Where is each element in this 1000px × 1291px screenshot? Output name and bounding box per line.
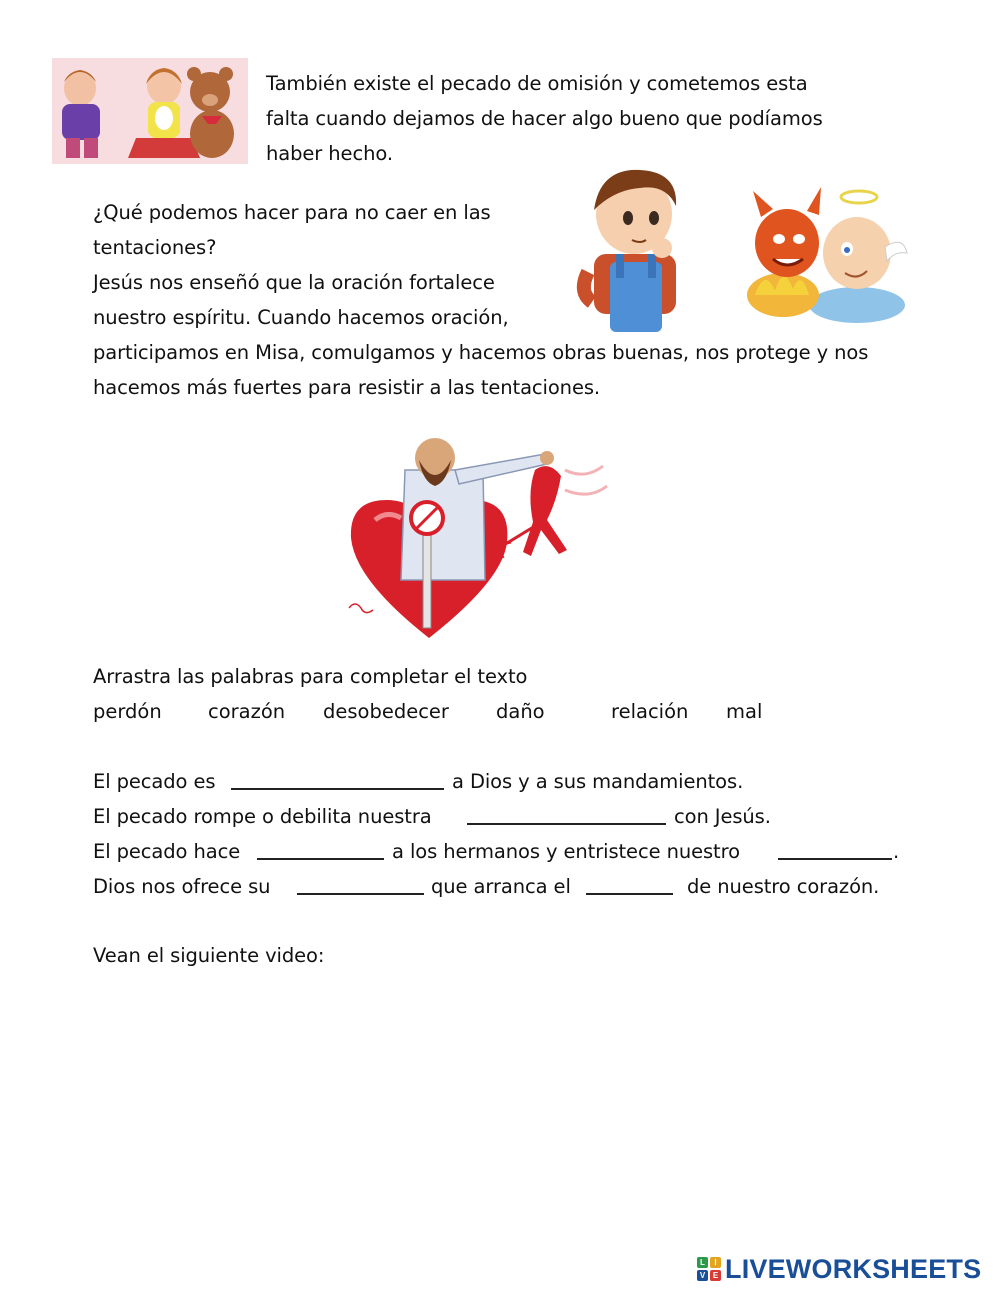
blank-1[interactable] (231, 788, 444, 790)
omission-line-2: falta cuando dejamos de hacer algo bueno que podíamos (266, 107, 823, 130)
temptation-line-6: hacemos más fuertes para resistir a las tentaciones. (93, 376, 600, 399)
liveworksheets-logo-icon (697, 1257, 721, 1281)
sentence-1-end: a Dios y a sus mandamientos. (452, 770, 744, 793)
blank-2[interactable] (467, 823, 666, 825)
children-teddy-bear-image (52, 58, 248, 164)
sentence-4-start: Dios nos ofrece su (93, 875, 271, 898)
sentence-3-middle: a los hermanos y entristece nuestro (392, 840, 740, 863)
sentence-3-start: El pecado hace (93, 840, 241, 863)
word-bank-perdon[interactable]: perdón (93, 700, 162, 723)
omission-line-1: También existe el pecado de omisión y cometemos esta (266, 72, 808, 95)
word-bank-mal[interactable]: mal (726, 700, 763, 723)
temptation-line-1: ¿Qué podemos hacer para no caer en las (93, 201, 491, 224)
sentence-2-start: El pecado rompe o debilita nuestra (93, 805, 432, 828)
video-prompt: Vean el siguiente video: (93, 944, 325, 967)
logo-block-v: V (697, 1270, 708, 1281)
thinking-boy-image (570, 162, 700, 332)
sentence-1-start: El pecado es (93, 770, 216, 793)
jesus-heart-devil-image (335, 430, 625, 645)
word-bank-dano[interactable]: daño (496, 700, 545, 723)
exercise-instruction: Arrastra las palabras para completar el texto (93, 665, 528, 688)
logo-block-l: L (697, 1257, 708, 1268)
logo-block-i: I (710, 1257, 721, 1268)
temptation-line-5: participamos en Misa, comulgamos y hacemos obras buenas, nos protege y nos (93, 341, 869, 364)
blank-6[interactable] (586, 893, 673, 895)
logo-block-e: E (710, 1270, 721, 1281)
sentence-4-end: de nuestro corazón. (687, 875, 880, 898)
devil-angel-image (735, 175, 910, 330)
temptation-line-4: nuestro espíritu. Cuando hacemos oración, (93, 306, 509, 329)
blank-3[interactable] (257, 858, 384, 860)
temptation-line-2: tentaciones? (93, 236, 217, 259)
sentence-2-end: con Jesús. (674, 805, 771, 828)
sentence-4-middle: que arranca el (431, 875, 571, 898)
blank-4[interactable] (778, 858, 892, 860)
word-bank-corazon[interactable]: corazón (208, 700, 286, 723)
word-bank-relacion[interactable]: relación (611, 700, 689, 723)
sentence-3-end: . (893, 840, 900, 863)
word-bank-desobedecer[interactable]: desobedecer (323, 700, 449, 723)
blank-5[interactable] (297, 893, 424, 895)
liveworksheets-logo[interactable] (697, 1252, 981, 1286)
liveworksheets-logo-text: LIVEWORKSHEETS (725, 1253, 982, 1284)
temptation-line-3: Jesús nos enseñó que la oración fortalece (93, 271, 495, 294)
omission-line-3: haber hecho. (266, 142, 393, 165)
